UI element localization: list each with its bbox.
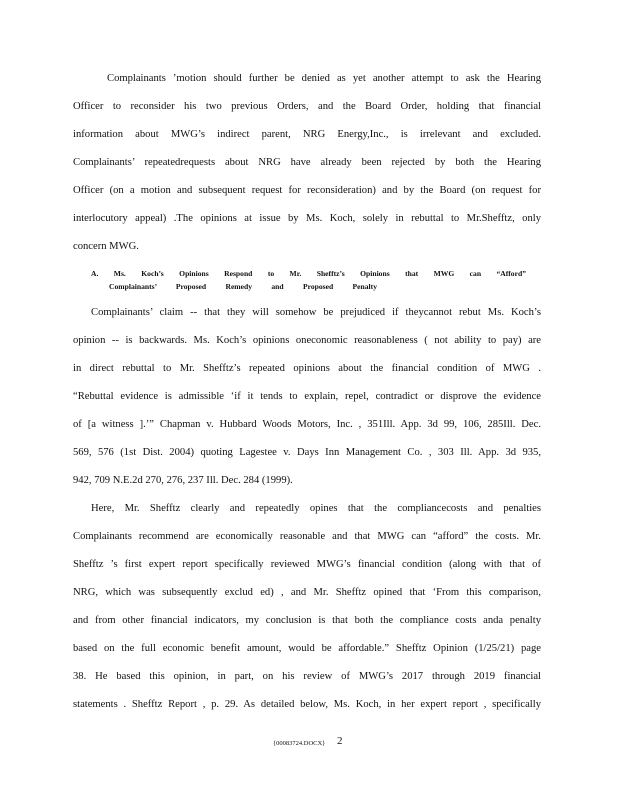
text-line: statements . Shefftz Report , p. 29. As detailed below, Ms. Koch, in her expert report , specifically: [73, 699, 541, 710]
text-line: opinion -- is backwards. Ms. Koch’s opinions oneconomic reasonableness ( not ability to pay) are: [73, 335, 541, 346]
text-line: Officer to reconsider his two previous Orders, and the Board Order, holding that financial: [73, 101, 541, 112]
text-line: concern MWG.: [73, 241, 139, 252]
text-line: 942, 709 N.E.2d 270, 276, 237 Ill. Dec. 284 (1999).: [73, 475, 293, 486]
text-line: 38. He based this opinion, in part, on his review of MWG’s 2017 through 2019 financial: [73, 671, 541, 682]
heading-line: Complainants’ Proposed Remedy and Proposed Penalty: [109, 282, 377, 291]
heading-line: A. Ms. Koch’s Opinions Respond to Mr. Shefftz’s Opinions that MWG can “Afford”: [91, 269, 526, 278]
text-line: based on the full economic benefit amount, would be affordable.” Shefftz Opinion (1/25/21) page: [73, 643, 541, 654]
text-line: “Rebuttal evidence is admissible ‘if it tends to explain, repel, contradict or disprove the evidence: [73, 391, 541, 402]
text-line: Shefftz ’s first expert report specifically reviewed MWG’s financial condition (along with that of: [73, 559, 541, 570]
text-line: 569, 576 (1st Dist. 2004) quoting Lagestee v. Days Inn Management Co. , 303 Ill. App. 3d 935,: [73, 447, 541, 458]
page-number: 2: [337, 735, 343, 747]
text-line: of [a witness ].’” Chapman v. Hubbard Woods Motors, Inc. , 351Ill. App. 3d 99, 106, 285Ill. Dec.: [73, 419, 541, 430]
text-line: Complainants ’motion should further be denied as yet another attempt to ask the Hearing: [107, 73, 541, 84]
text-line: Complainants’ claim -- that they will somehow be prejudiced if theycannot rebut Ms. Koch’s: [91, 307, 541, 318]
text-line: in direct rebuttal to Mr. Shefftz’s repeated opinions about the financial condition of MWG .: [73, 363, 541, 374]
text-line: Officer (on a motion and subsequent request for reconsideration) and by the Board (on request for: [73, 185, 541, 196]
text-line: and from other financial indicators, my conclusion is that both the compliance costs anda penalty: [73, 615, 541, 626]
text-line: information about MWG’s indirect parent, NRG Energy,Inc., is irrelevant and excluded.: [73, 129, 541, 140]
footer-document-id: {00083724.DOCX}: [273, 740, 326, 747]
text-line: interlocutory appeal) .The opinions at issue by Ms. Koch, solely in rebuttal to Mr.Shefftz, only: [73, 213, 541, 224]
text-line: NRG, which was subsequently exclud ed) , and Mr. Shefftz opined that ‘From this comparison,: [73, 587, 541, 598]
text-line: Here, Mr. Shefftz clearly and repeatedly opines that the compliancecosts and penalties: [91, 503, 541, 514]
text-line: Complainants’ repeatedrequests about NRG have already been rejected by both the Hearing: [73, 157, 541, 168]
text-line: Complainants recommend are economically reasonable and that MWG can “afford” the costs. Mr.: [73, 531, 541, 542]
